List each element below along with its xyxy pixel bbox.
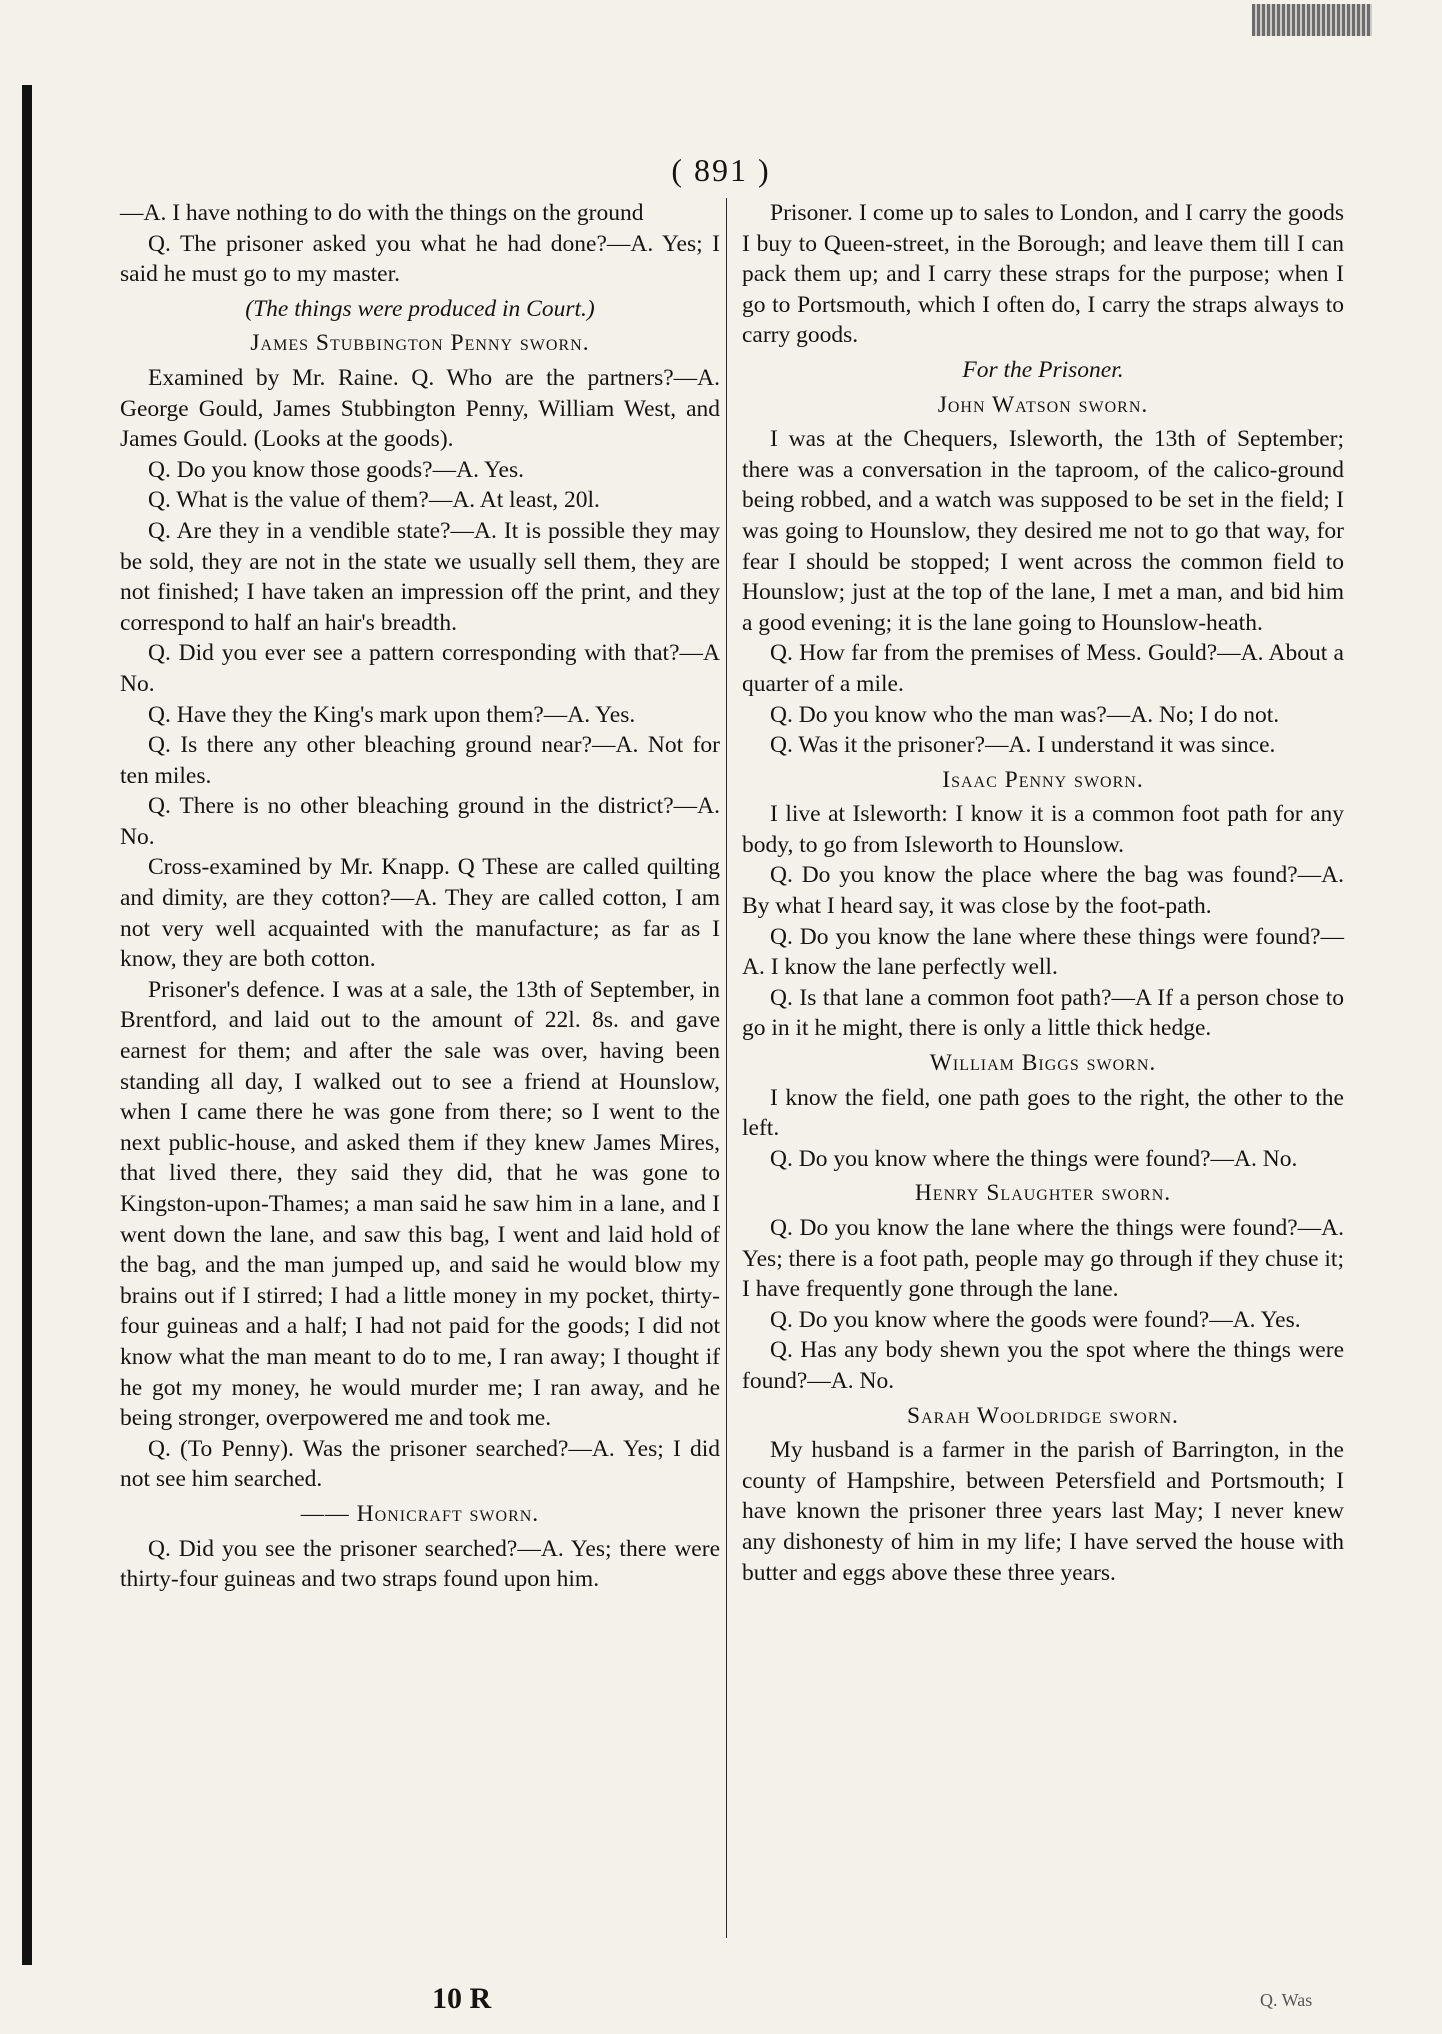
paragraph: Q. Do you know where the things were found?—A. No. (770, 1145, 1298, 1172)
paragraph: Q. Is there any other bleaching ground near?—A. Not for ten miles. (120, 732, 720, 789)
paragraph: Sarah Wooldridge sworn. (907, 1402, 1179, 1429)
paragraph: William Biggs sworn. (929, 1050, 1157, 1077)
paragraph: Q. Did you ever see a pattern corresponding with that?—A No. (120, 640, 720, 697)
paragraph: Prisoner. I come up to sales to London, and I carry the goods I buy to Queen-street, in the Borough; and leave them till I can pack them up; and I carry these straps for the purpose; when I go to Portsmouth, which I often do, I carry the straps always to carry goods. (742, 200, 1344, 349)
paragraph: John Watson sworn. (937, 391, 1149, 418)
paragraph: Q. Is that lane a common foot path?—A If a person chose to go in it he might, there is only a little thick hedge. (742, 984, 1344, 1042)
paragraph: Q. There is no other bleaching ground in the district?—A. No. (120, 793, 720, 850)
paragraph: I was at the Chequers, Isleworth, the 13th of September; there was a conversation in the taproom, of the calico-ground being robbed, and a watch was supposed to be set in the field; I was going to Hounslow, they desired me not to go that way, for fear I should be stopped; I went across the common field to Hounslow; just at the top of the lane, I met a man, and bid him a good evening; it is the lane going to Hounslow-heath. (742, 426, 1344, 636)
catchword: Q. Was (1260, 1990, 1313, 2010)
corner-stamp-mark (1252, 4, 1372, 36)
paragraph: Q. Do you know the lane where these things were found?—A. I know the lane perfectly well. (742, 923, 1344, 981)
signature-mark: 10 R (432, 1982, 492, 2015)
paragraph: Prisoner's defence. I was at a sale, the 13th of September, in Brentford, and laid out to the amount of 22l. 8s. and gave earnest for them; and after the sale was over, having been standing all day, I walked out to see a friend at Hounslow, when I came there he was gone from there; so I went to the next public-house, and asked them if they knew James Mires, that lived there, they said they did, that he was gone to Kingston-upon-Thames; a man said he saw him in a lane, and I went down the lane, and saw this bag, I went and laid hold of the bag, and the man jumped up, and said he would blow my brains out if I stirred; I had a little money in my pocket, thirty-four guineas and a half; I had not paid for the goods; I did not know what the man meant to do to me, I ran away; I thought if he got my money, he would murder me; I ran away, and he being stronger, overpowered me and took me. (120, 976, 720, 1432)
paragraph: Henry Slaughter sworn. (914, 1180, 1172, 1207)
paragraph: I know the field, one path goes to the right, the other to the left. (742, 1084, 1344, 1142)
right-column (742, 198, 1344, 1588)
paragraph: Isaac Penny sworn. (942, 766, 1144, 793)
paragraph: Q. Do you know the lane where the things were found?—A. Yes; there is a foot path, people may go through if they chuse it; I have frequently gone through the lane. (742, 1215, 1344, 1303)
paragraph: Q. The prisoner asked you what he had done?—A. Yes; I said he must go to my master. (120, 230, 720, 288)
paragraph: James Stubbington Penny sworn. (250, 330, 590, 357)
paragraph: (The things were produced in Court.) (245, 295, 595, 322)
paragraph: I live at Isleworth: I know it is a common foot path for any body, to go from Isleworth to Hounslow. (742, 801, 1344, 858)
paragraph: Q. Have they the King's mark upon them?—A. Yes. (148, 701, 636, 728)
paragraph: Q. Do you know those goods?—A. Yes. (148, 456, 525, 483)
page-number: ( 891 ) (671, 152, 771, 188)
paragraph: Q. What is the value of them?—A. At least, 20l. (148, 487, 600, 514)
paragraph: Q. (To Penny). Was the prisoner searched?—A. Yes; I did not see him searched. (120, 1435, 720, 1493)
paragraph: Q. How far from the premises of Mess. Gould?—A. About a quarter of a mile. (742, 640, 1344, 697)
paragraph: Q. Are they in a vendible state?—A. It is possible they may be sold, they are not in the state we usually sell them, they are not finished; I have taken an impression off the print, and they correspond to half an hair's breadth. (120, 517, 720, 636)
paragraph: Q. Did you see the prisoner searched?—A. Yes; there were thirty-four guineas and two straps found upon him. (120, 1535, 720, 1593)
paragraph: Q. Was it the prisoner?—A. I understand it was since. (770, 732, 1276, 759)
paragraph: Q. Do you know who the man was?—A. No; I do not. (770, 701, 1280, 728)
paragraph: Q. Do you know where the goods were found?—A. Yes. (770, 1306, 1301, 1333)
paragraph: For the Prisoner. (962, 356, 1124, 383)
paragraph: —A. I have nothing to do with the things on the ground (120, 200, 644, 226)
left-column (120, 198, 720, 1595)
paragraph: Cross-examined by Mr. Knapp. Q These are called quilting and dimity, are they cotton?—A. They are called cotton, I am not very well acquainted with the manufacture; as far as I know, they are both cotton. (120, 854, 720, 973)
column-divider (726, 198, 727, 1938)
left-margin-rule (22, 85, 32, 1965)
paragraph: Q. Has any body shewn you the spot where the things were found?—A. No. (742, 1337, 1344, 1394)
paragraph: Examined by Mr. Raine. Q. Who are the partners?—A. George Gould, James Stubbington Penny, William West, and James Gould. (Looks at the goods). (120, 364, 720, 453)
paragraph: Q. Do you know the place where the bag was found?—A. By what I heard say, it was close by the foot-path. (742, 862, 1344, 920)
paragraph: My husband is a farmer in the parish of Barrington, in the county of Hampshire, between Petersfield and Portsmouth; I have known the prisoner three years last May; I never knew any dishonesty of him in my life; I have served the house with butter and eggs above these three years. (742, 1437, 1344, 1586)
paragraph: —— Honicraft sworn. (300, 1500, 540, 1527)
